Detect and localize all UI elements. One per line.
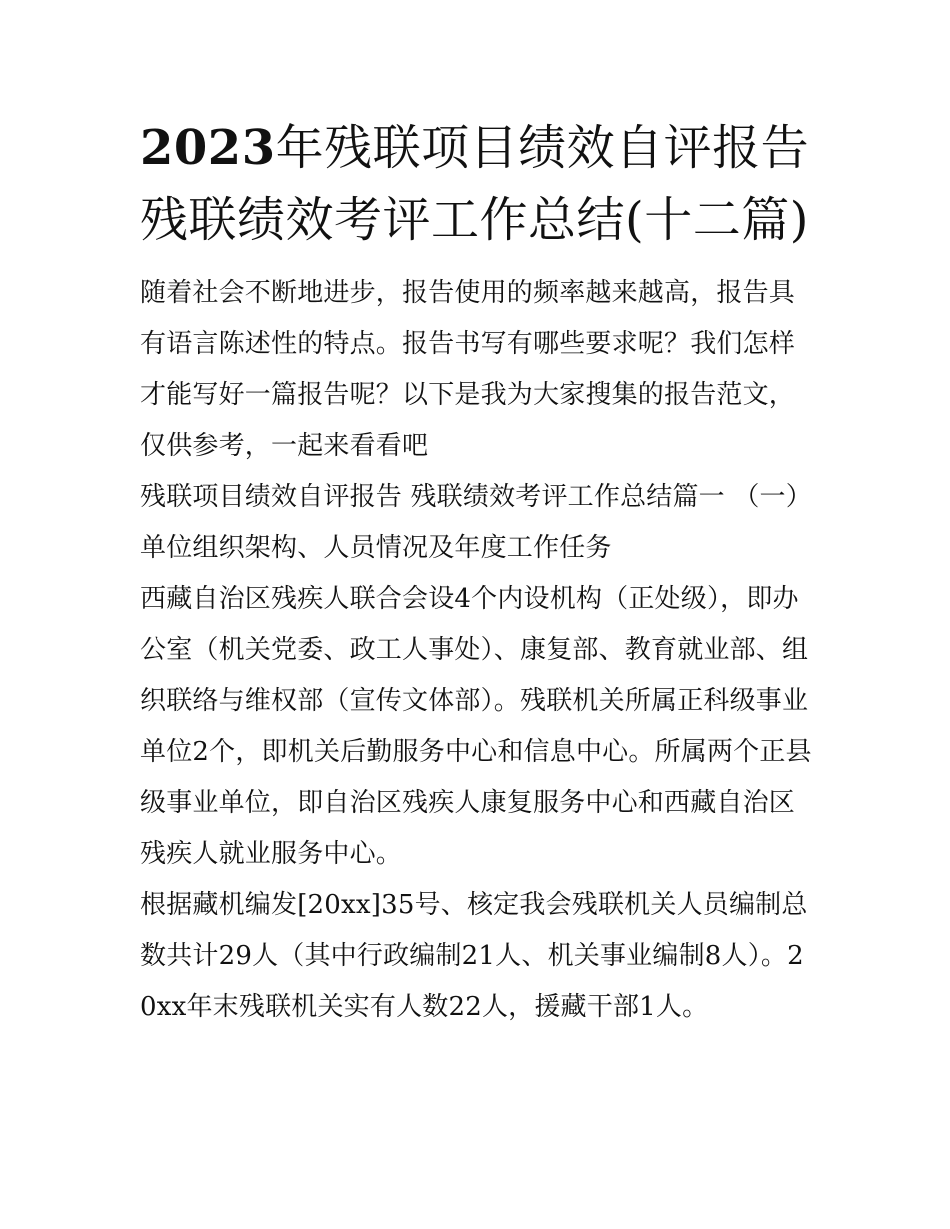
title-text: 年残联项目绩效自评报告残联绩效考评工作总结(十二篇) (140, 120, 810, 248)
paragraph-section-heading: 残联项目绩效自评报告 残联绩效考评工作总结篇一 （一）单位组织架构、人员情况及年度工作任务 (140, 482, 812, 563)
paragraph-organization: 西藏自治区残疾人联合会设4个内设机构（正处级），即办公室（机关党委、政工人事处）、康复部、教育就业部、组织联络与维权部（宣传文体部）。残联机关所属正科级事业单位2个，即机关后勤服务中心和信息中心。所属两个正县级事业单位，即自治区残疾人康复服务中心和西藏自治区残疾人就业服务中心。 (140, 584, 812, 869)
paragraph-intro: 随着社会不断地进步，报告使用的频率越来越高，报告具有语言陈述性的特点。报告书写有哪些要求呢？我们怎样才能写好一篇报告呢？以下是我为大家搜集的报告范文，仅供参考，一起来看看吧 (140, 278, 796, 461)
document-title (140, 112, 815, 256)
title-year: 2023 (140, 120, 276, 176)
paragraph-staffing: 根据藏机编发[20xx]35号、核定我会残联机关人员编制总数共计29人（其中行政编制21人、机关事业编制8人）。20xx年末残联机关实有人数22人，援藏干部1人。 (140, 890, 808, 1022)
document-body (140, 112, 815, 1033)
